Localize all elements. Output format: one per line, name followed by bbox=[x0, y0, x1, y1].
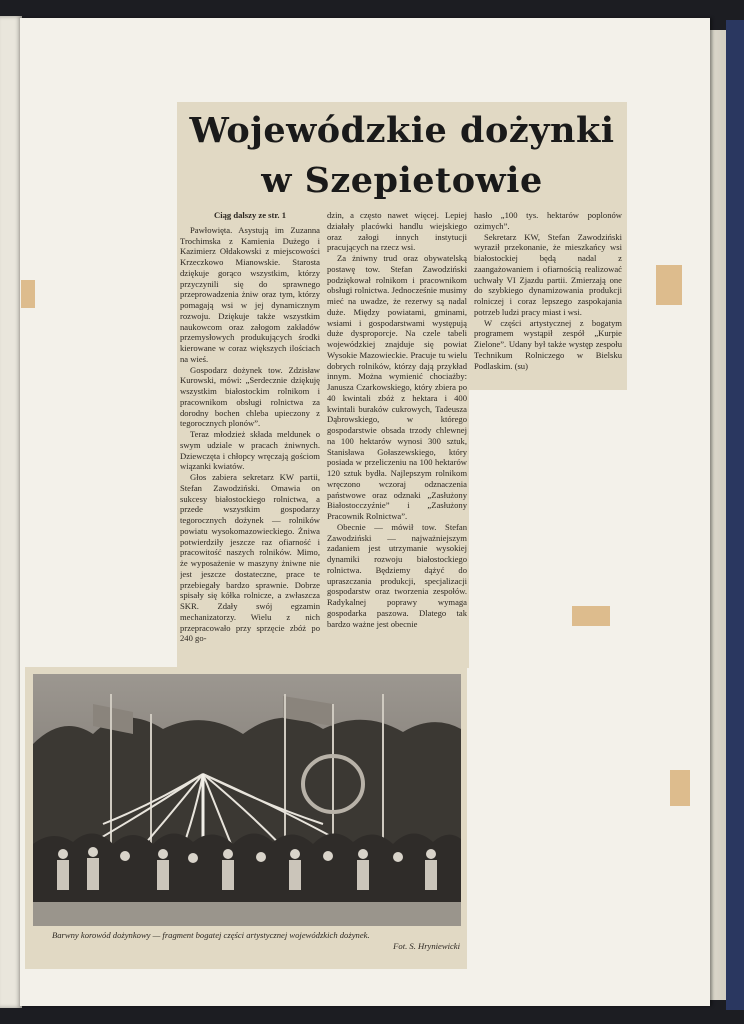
harvest-parade-photo bbox=[33, 674, 461, 926]
paragraph: Obecnie — mówił tow. Stefan Zawodziński — najważniejszym zadaniem jest utrzymanie wysokiej dynamiki rozwoju białostockiego rolnictwa. Będziemy dążyć do upraszczania produkcji, specjalizacji gospodarstw oraz tworzenia zespołów. Radykalnej poprawy wymaga gospodarka paszowa. Dlatego tak bardzo ważne jest obecnie bbox=[327, 521, 467, 629]
article-column-3 bbox=[474, 210, 622, 388]
album-spine bbox=[0, 16, 22, 1008]
photo-image bbox=[33, 674, 461, 926]
paragraph: Sekretarz KW, Stefan Zawodziński wyraził przekonanie, że mieszkańcy wsi białostockiej będą nadal z zaangażowaniem i ofiarnością realizować uchwały VI Zjazdu partii. Zmierzają one do szybkiego dynamizowania produkcji rolniczej i coraz lepszego zaspokajania potrzeb ludzi pracy miast i wsi. bbox=[474, 231, 622, 317]
article-column-2 bbox=[327, 210, 467, 668]
continuation-note: Ciąg dalszy ze str. 1 bbox=[213, 210, 286, 220]
tape-piece bbox=[670, 770, 690, 806]
paragraph: Pawłowięta. Asystują im Zuzanna Trochimska z Kamienia Dużego i Kazimierz Ołdakowski z miejscowości Krzeczkowo Mianowskie. Starosta dziękuje gorąco wszystkim, którzy przyczynili się do sprawnego przeprowadzenia żniw oraz tym, którzy pomagają wsi w jej dynamicznym rozwoju. Dziękuje także wszystkim naukowcom oraz załogom zakładów przemysłowych produkujących środki kierowane w coraz większych ilościach na wieś. bbox=[180, 224, 320, 364]
tape-piece bbox=[21, 280, 35, 308]
paragraph: hasło „100 tys. hektarów poplonów ozimych”. bbox=[474, 210, 622, 231]
photo-credit: Fot. S. Hryniewicki bbox=[393, 941, 460, 951]
headline-line-1: Wojewódzkie dożynki bbox=[189, 110, 615, 151]
paragraph: Gospodarz dożynek tow. Zdzisław Kurowski, mówi: „Serdecznie dziękuję wszystkim białostockim rolnikom i pracownikom obsługi rolnictwa za dorodny bochen chleba upieczony z tegorocznych plonów”. bbox=[180, 364, 320, 429]
headline-line-2: w Szepietowie bbox=[261, 160, 543, 201]
paragraph: Głos zabiera sekretarz KW partii, Stefan Zawodziński. Omawia on sukcesy białostockiego rolnictwa, a przede wszystkim gospodarzy tegorocznych dożynek — rolników powiatu wysokomazowieckiego. Żniwa potwierdziły jeszcze raz ofiarność i pracowitość naszych rolników. Mimo, że wyposażenie w maszyny żniwne nie jest jeszcze dostateczne, prace te przebiegały bardzo sprawnie. Dobrze spisały się kółka rolnicze, a zwłaszcza SKR. Zdały swój egzamin mechanizatorzy. Wielu z nich przepracowało przy sprzęcie zbóż po 240 go- bbox=[180, 472, 320, 644]
article-column-1 bbox=[180, 210, 320, 668]
tape-piece bbox=[656, 265, 682, 305]
paragraph: Za żniwny trud oraz obywatelską postawę tow. Stefan Zawodziński podziękował rolnikom i pracownikom obsługi rolnictwa. Jednocześnie musimy mieć na uwadze, że rezerwy są nadal duże. Między powiatami, gminami, wsiami i gospodarstwami występują duże dysproporcje. Na czele tabeli wojewódzkiej znajduje się powiat Wysokie Mazowieckie. Pracuje tu wielu dobrych rolników, którzy dają przykład innym. Można wymienić chociażby: Janusza Czarkowskiego, który zbiera po 40 kwintali zbóż z hektara i 400 kwintali buraków cukrowych, Tadeusza Dąbrowskiego, w którego gospodarstwie obsada trzody chlewnej na 100 hektarów wynosi 300 sztuk, Stanisława Gołaszewskiego, który posiada w przeliczeniu na 100 hektarów 120 sztuk bydła. Najlepszym rolnikom wręczono wczoraj odznaczenia państwowe oraz odznaki „Zasłużony Białostocczyźnie” i „Zasłużony Pracownik Rolnictwa”. bbox=[327, 253, 467, 521]
tape-piece bbox=[572, 606, 610, 626]
photo-caption: Barwny korowód dożynkowy — fragment bogatej części artystycznej wojewódzkich dożynek. bbox=[52, 930, 370, 940]
paragraph: dzin, a często nawet więcej. Lepiej działały placówki handlu wiejskiego oraz załogi innych instytucji pracujących na rzecz wsi. bbox=[327, 210, 467, 253]
paragraph: Teraz młodzież składa meldunek o swym udziale w pracach żniwnych. Dziewczęta i chłopcy wręczają gościom wiązanki kwiatów. bbox=[180, 429, 320, 472]
album-binder bbox=[726, 20, 744, 1010]
paragraph: W części artystycznej z bogatym programem wystąpił zespół „Kurpie Zielone”. Udany był także występ zespołu Technikum Rolniczego w Bielsku Podlaskim. (su) bbox=[474, 317, 622, 371]
